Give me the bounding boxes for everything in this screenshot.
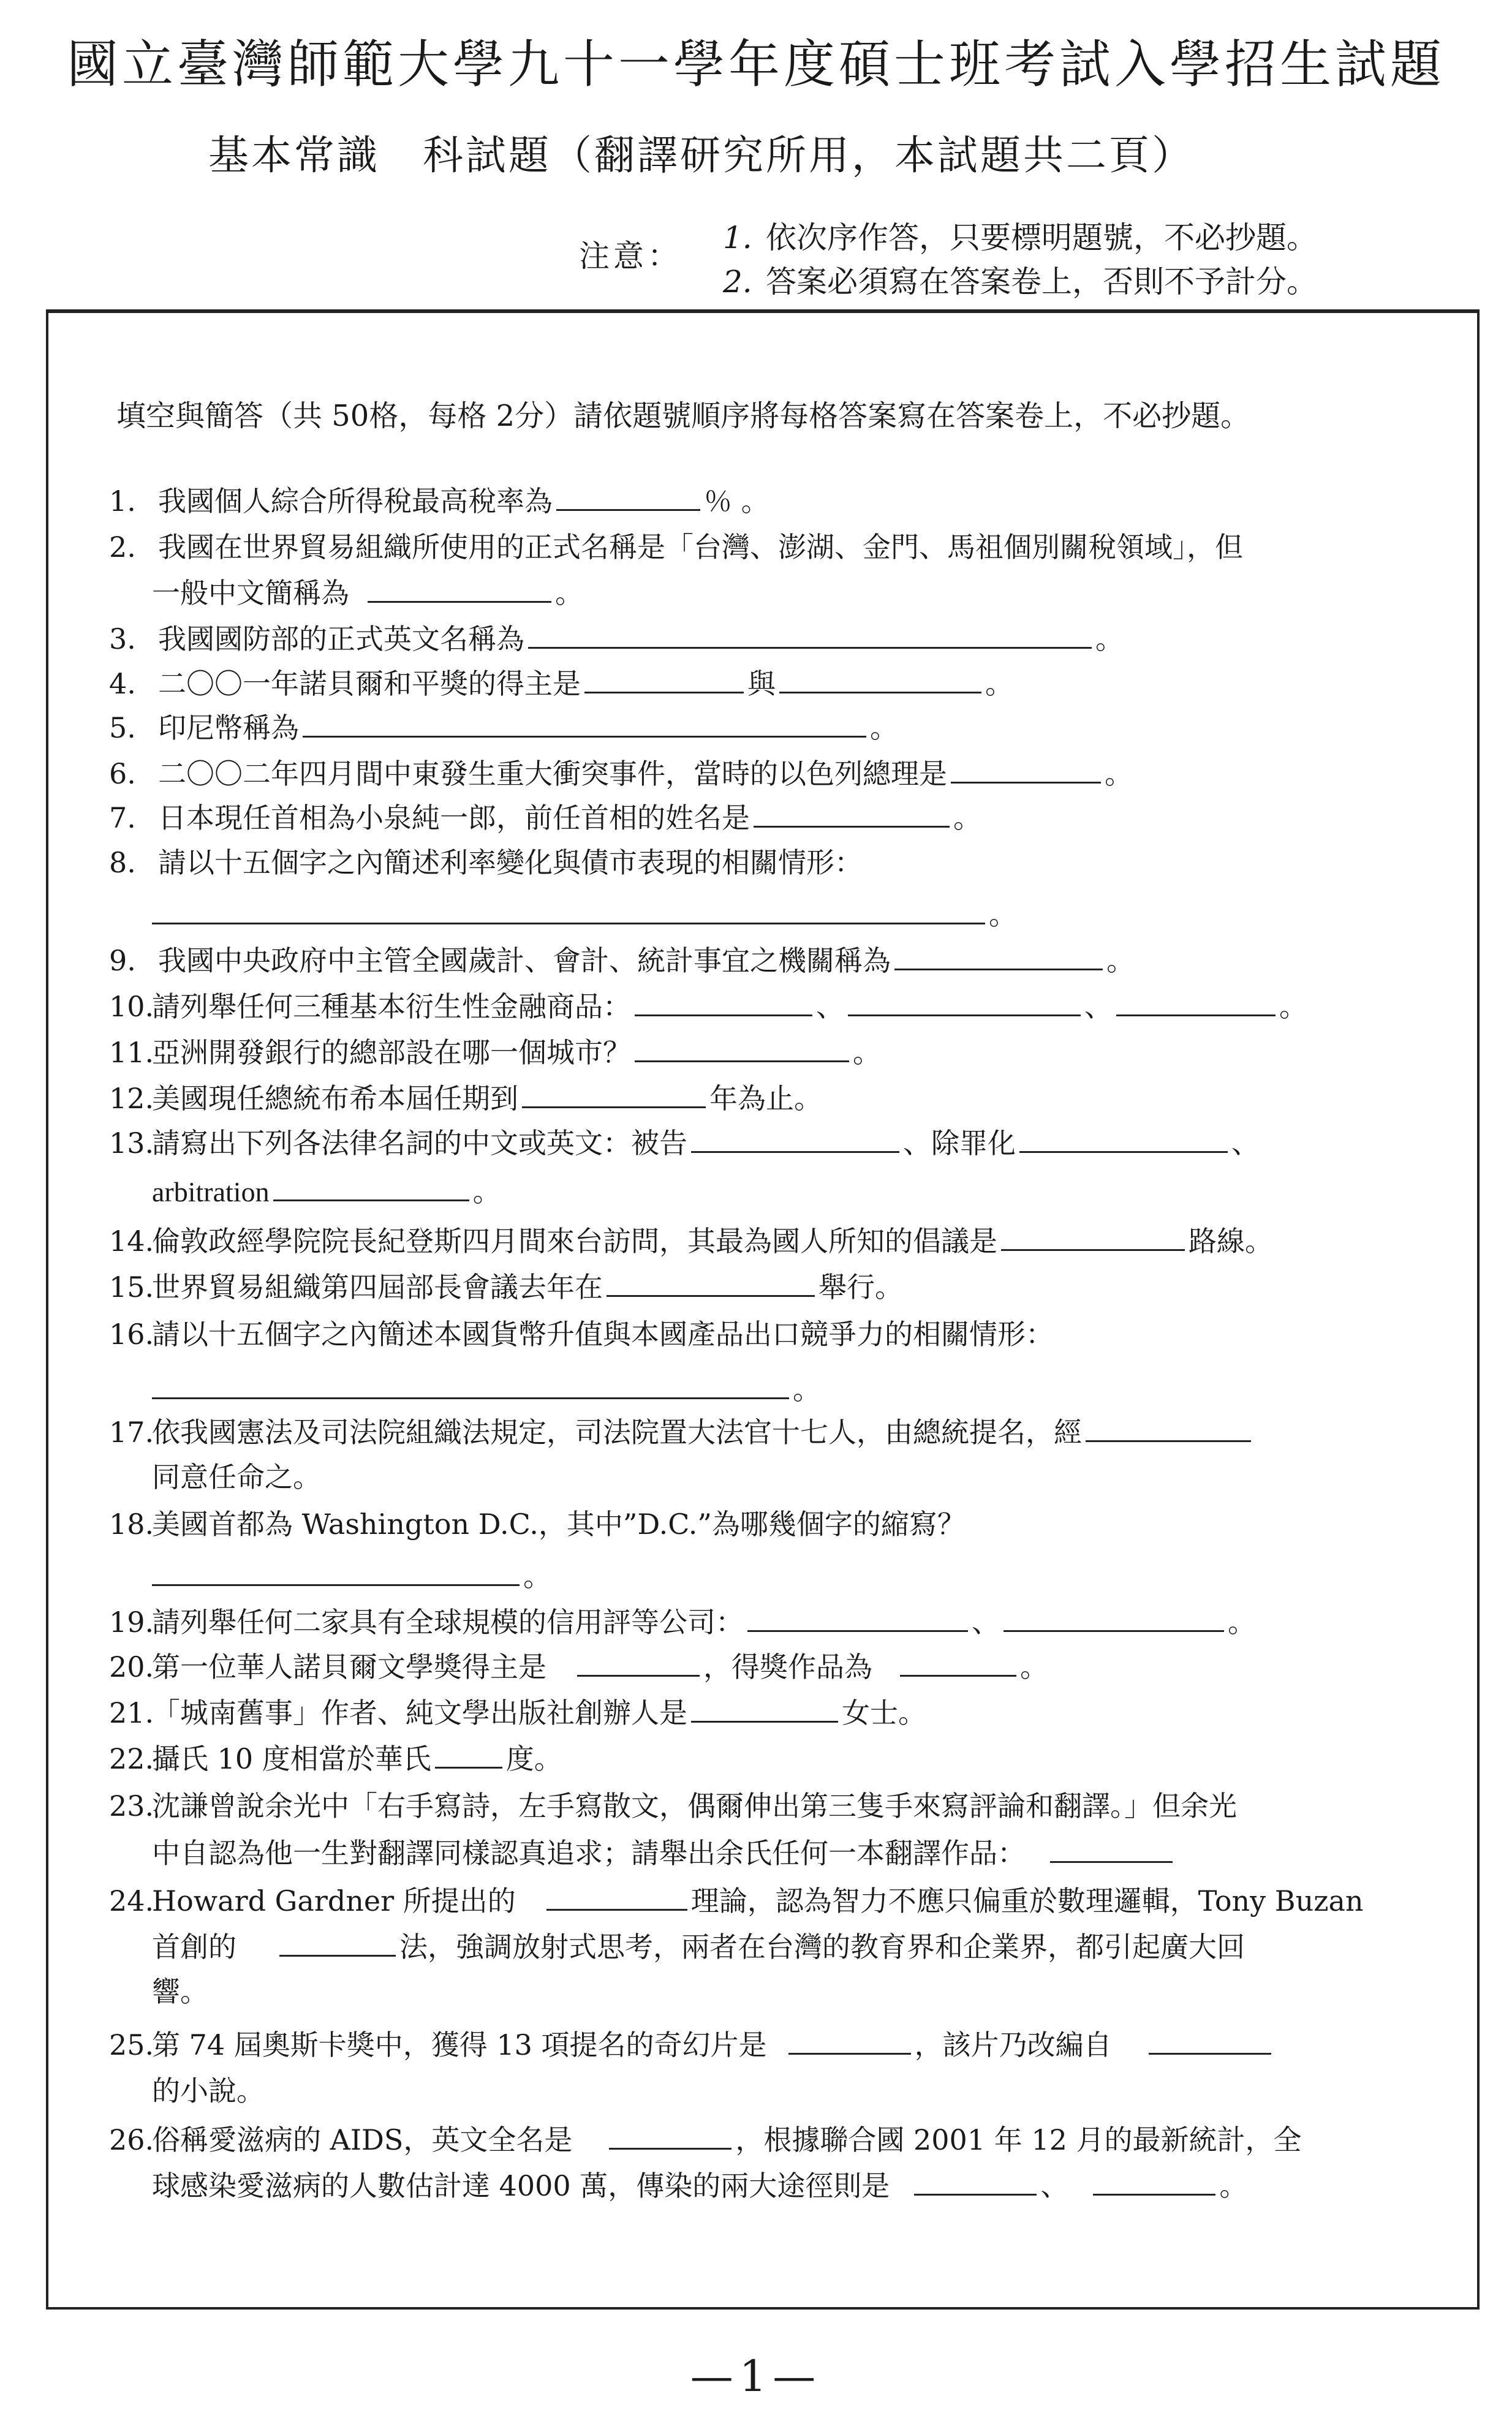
question-23-cont: 中自認為他一生對翻譯同樣認真追求；請舉出余氏任何一本翻譯作品： (152, 1839, 1176, 1867)
answer-blank[interactable] (894, 969, 1103, 970)
answer-blank[interactable] (152, 1397, 789, 1399)
question-23: 23.沈謙曾說余光中「右手寫詩，左手寫散文，偶爾伸出第三隻手來寫評論和翻譯。」但余光 (109, 1789, 1237, 1823)
answer-blank[interactable] (522, 1106, 706, 1108)
question-4: 4. 二〇〇一年諾貝爾和平獎的得主是 與 。 (109, 667, 1013, 700)
answer-blank[interactable] (607, 1295, 815, 1297)
answer-blank[interactable] (1019, 1151, 1228, 1153)
answer-blank[interactable] (577, 1675, 700, 1677)
question-14: 14.倫敦政經學院院長紀登斯四月間來台訪問，其最為國人所知的倡議是 路線。 (109, 1225, 1273, 1258)
page-number: —1— (690, 2351, 822, 2401)
question-26: 26.俗稱愛滋病的 AIDS，英文全名是 ，根據聯合國 2001 年 12 月的最新統計，全 (109, 2123, 1302, 2156)
answer-blank[interactable] (368, 601, 551, 603)
answer-blank[interactable] (435, 1767, 502, 1769)
question-26-cont: 球感染愛滋病的人數估計達 4000 萬，傳染的兩大途徑則是 、 。 (152, 2169, 1248, 2202)
notice-label: 注意： (579, 238, 682, 274)
question-2-cont: 一般中文簡稱為 。 (152, 576, 583, 610)
question-16-cont: 。 (152, 1375, 821, 1403)
answer-blank[interactable] (609, 2148, 731, 2150)
question-25-cont: 的小說。 (152, 2074, 265, 2107)
answer-blank[interactable] (951, 782, 1101, 784)
section-instruction: 填空與簡答（共 50格，每格 2分）請依題號順序將每格答案寫在答案卷上，不必抄題。 (116, 399, 1250, 433)
question-7: 7. 日本現任首相為小泉純一郎，前任首相的姓名是 。 (109, 801, 981, 834)
question-17: 17.依我國憲法及司法院組織法規定，司法院置大法官十七人，由總統提名，經 (109, 1418, 1255, 1446)
answer-blank[interactable] (584, 692, 744, 693)
question-10: 10.請列舉任何三種基本衍生性金融商品： 、 、 。 (109, 990, 1307, 1023)
answer-blank[interactable] (900, 1675, 1016, 1677)
answer-blank[interactable] (779, 692, 981, 693)
question-24-cont: 首創的 法，強調放射式思考，兩者在台灣的教育界和企業界，都引起廣大回 (152, 1930, 1245, 1963)
question-11: 11.亞洲開發銀行的總部設在哪一個城市？ 。 (109, 1036, 881, 1069)
question-18-cont: 。 (152, 1562, 551, 1590)
notice-item: 1. 依次序作答，只要標明題號，不必抄題。 (723, 220, 1317, 255)
answer-blank[interactable] (556, 509, 700, 511)
question-13-cont: arbitration 。 (152, 1176, 501, 1207)
question-24-cont-2: 響。 (152, 1975, 208, 2008)
answer-blank[interactable] (635, 1014, 812, 1016)
notice-item: 2. 答案必須寫在答案卷上，否則不予計分。 (723, 264, 1317, 300)
question-8-cont: 。 (152, 901, 1017, 929)
answer-blank[interactable] (528, 647, 1092, 649)
question-22: 22.攝氏 10 度相當於華氏 度。 (109, 1742, 562, 1775)
answer-blank[interactable] (152, 1584, 520, 1586)
question-15: 15.世界貿易組織第四屆部長會議去年在 舉行。 (109, 1271, 903, 1304)
question-6: 6. 二〇〇二年四月間中東發生重大衝突事件，當時的以色列總理是 。 (109, 757, 1133, 790)
page-title: 國立臺灣師範大學九十一學年度碩士班考試入學招生試題 (66, 34, 1445, 94)
answer-blank[interactable] (1086, 1440, 1251, 1442)
question-24: 24.Howard Gardner 所提出的 理論，認為智力不應只偏重於數理邏輯，Tony Buzan (109, 1884, 1364, 1917)
question-18: 18.美國首都為 Washington D.C.，其中”D.C.”為哪幾個字的縮寫？ (109, 1508, 966, 1541)
question-19: 19.請列舉任何二家具有全球規模的信用評等公司： 、 。 (109, 1606, 1256, 1639)
answer-blank[interactable] (691, 1151, 899, 1153)
question-5: 5. 印尼幣稱為 。 (109, 711, 898, 744)
answer-blank[interactable] (914, 2194, 1037, 2196)
answer-blank[interactable] (1050, 1861, 1173, 1863)
answer-blank[interactable] (303, 736, 866, 738)
question-2: 2. 我國在世界貿易組織所使用的正式名稱是「台灣、澎湖、金門、馬祖個別關稅領域」，但 (109, 531, 1243, 564)
answer-blank[interactable] (279, 1955, 396, 1957)
answer-blank[interactable] (1116, 1014, 1276, 1016)
question-17-cont: 同意任命之。 (152, 1460, 321, 1494)
answer-blank[interactable] (848, 1014, 1081, 1016)
answer-blank[interactable] (747, 1630, 968, 1632)
answer-blank[interactable] (754, 826, 950, 828)
question-3: 3. 我國國防部的正式英文名稱為 。 (109, 622, 1124, 655)
answer-blank[interactable] (273, 1199, 469, 1201)
question-21: 21.「城南舊事」作者、純文學出版社創辦人是 女士。 (109, 1696, 926, 1729)
answer-blank[interactable] (1149, 2053, 1271, 2055)
answer-blank[interactable] (635, 1060, 849, 1062)
answer-blank[interactable] (1001, 1249, 1185, 1251)
question-16: 16.請以十五個字之內簡述本國貨幣升值與本國產品出口競爭力的相關情形： (109, 1318, 1054, 1351)
question-13: 13.請寫出下列各法律名詞的中文或英文：被告 、除罪化 、 (109, 1127, 1260, 1160)
question-20: 20.第一位華人諾貝爾文學獎得主是 ，得獎作品為 。 (109, 1650, 1048, 1683)
answer-blank[interactable] (691, 1721, 838, 1723)
question-8: 8. 請以十五個字之內簡述利率變化與債市表現的相關情形： (109, 846, 863, 879)
exam-subtitle: 基本常識 科試題（翻譯研究所用，本試題共二頁） (208, 132, 1195, 179)
answer-blank[interactable] (1093, 2194, 1215, 2196)
question-12: 12.美國現任總統布希本屆任期到 年為止。 (109, 1082, 822, 1115)
question-25: 25.第 74 屆奧斯卡獎中，獲得 13 項提名的奇幻片是 ，該片乃改編自 (109, 2031, 1275, 2059)
answer-blank[interactable] (152, 923, 985, 924)
answer-blank[interactable] (1004, 1630, 1224, 1632)
question-9: 9. 我國中央政府中主管全國歲計、會計、統計事宜之機關稱為 。 (109, 944, 1135, 977)
answer-blank[interactable] (788, 2053, 911, 2055)
question-1: 1. 我國個人綜合所得稅最高稅率為 ％ 。 (109, 485, 769, 518)
answer-blank[interactable] (546, 1909, 687, 1911)
